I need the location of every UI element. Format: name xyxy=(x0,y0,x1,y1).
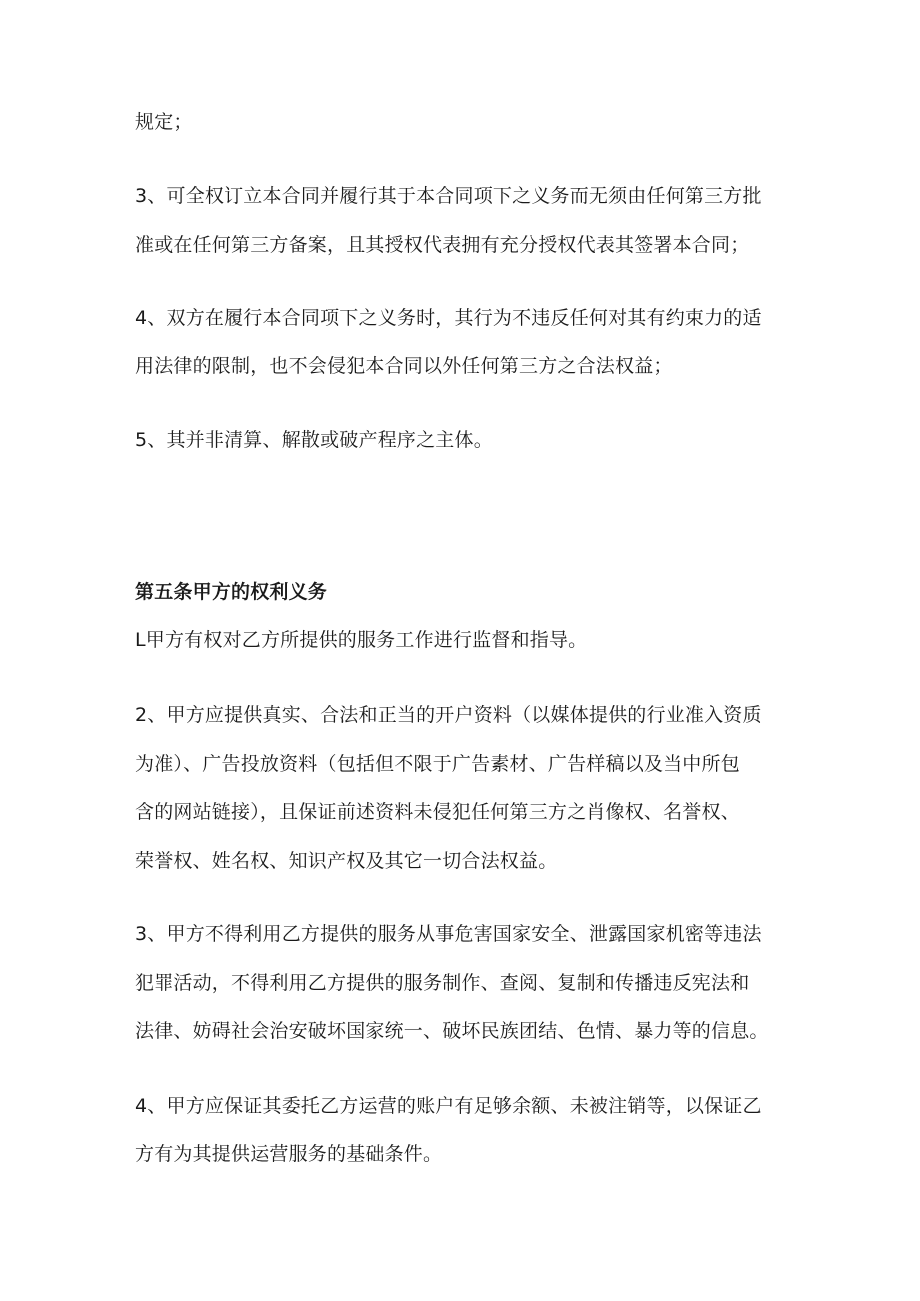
section-item-4-line-2: 方有为其提供运营服务的基础条件。 xyxy=(135,1143,443,1165)
clause-3-line-2: 准或在任何第三方备案，且其授权代表拥有充分授权代表其签署本合同； xyxy=(135,234,750,256)
section-item-2-line-2: 为准）、广告投放资料（包括但不限于广告素材、广告样稿以及当中所包 xyxy=(135,753,740,775)
section-item-3-line-2: 犯罪活动，不得利用乙方提供的服务制作、查阅、复制和传播违反宪法和 xyxy=(135,972,750,994)
section-item-3-line-1: 3、甲方不得利用乙方提供的服务从事危害国家安全、泄露国家机密等违法 xyxy=(135,923,762,945)
section-item-2-line-4: 荣誉权、姓名权、知识产权及其它一切合法权益。 xyxy=(135,850,558,872)
clause-3-line-1: 3、可全权订立本合同并履行其于本合同项下之义务而无须由任何第三方批 xyxy=(135,185,762,207)
clause-5-line: 5、其并非清算、解散或破产程序之主体。 xyxy=(135,429,493,451)
section-item-4-line-1: 4、甲方应保证其委托乙方运营的账户有足够余额、未被注销等，以保证乙 xyxy=(135,1095,762,1117)
clause-4-line-1: 4、双方在履行本合同项下之义务时，其行为不违反任何对其有约束力的适 xyxy=(135,307,762,329)
paragraph-line: 规定； xyxy=(135,111,193,133)
section-item-3-line-3: 法律、妨碍社会治安破坏国家统一、破坏民族团结、色情、暴力等的信息。 xyxy=(135,1020,769,1042)
section-item-2-line-1: 2、甲方应提供真实、合法和正当的开户资料（以媒体提供的行业准入资质 xyxy=(135,704,762,726)
section-item-1: L甲方有权对乙方所提供的服务工作进行监督和指导。 xyxy=(135,629,588,651)
section-heading: 第五条甲方的权利义务 xyxy=(135,581,328,603)
clause-4-line-2: 用法律的限制，也不会侵犯本合同以外任何第三方之合法权益； xyxy=(135,355,673,377)
section-item-2-line-3: 含的网站链接），且保证前述资料未侵犯任何第三方之肖像权、名誉权、 xyxy=(135,801,740,823)
